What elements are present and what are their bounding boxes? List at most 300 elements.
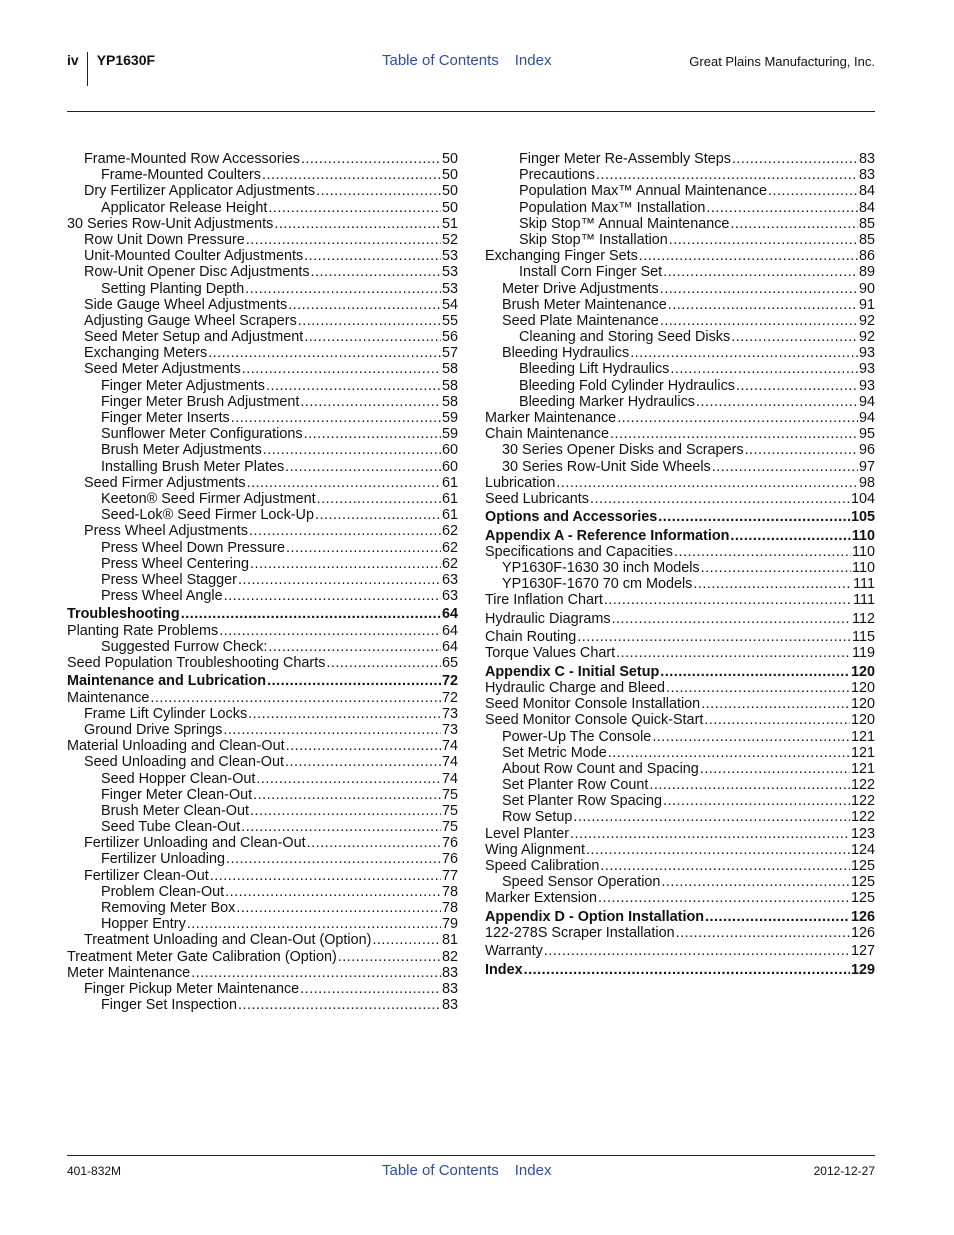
toc-entry[interactable] [67, 459, 458, 475]
toc-entry-title: Seed Monitor Console Installation [485, 696, 701, 713]
dot-leader [660, 664, 850, 680]
dot-leader [596, 167, 858, 183]
toc-entry[interactable] [485, 645, 875, 661]
toc-entry-page: 110 [852, 560, 875, 577]
toc-entry[interactable] [67, 916, 458, 932]
toc-entry-title: Install Corn Finger Set [519, 264, 663, 281]
dot-leader [249, 523, 441, 539]
toc-entry-title: Brush Meter Adjustments [101, 442, 262, 459]
toc-entry-page: 91 [858, 296, 875, 313]
dot-leader [250, 803, 441, 819]
toc-entry-title: Dry Fertilizer Applicator Adjustments [84, 183, 316, 200]
toc-entry-title: Treatment Meter Gate Calibration (Option) [67, 948, 337, 965]
toc-entry-page: 97 [858, 458, 875, 475]
toc-entry[interactable] [485, 345, 875, 361]
dot-leader [573, 809, 850, 825]
dot-leader [598, 890, 850, 906]
toc-entry[interactable] [67, 232, 458, 248]
toc-entry[interactable] [485, 629, 875, 645]
toc-entry[interactable] [485, 809, 875, 825]
dot-leader [338, 949, 441, 965]
toc-entry[interactable] [485, 183, 875, 199]
toc-entry-title: Exchanging Finger Sets [485, 248, 638, 265]
toc-entry[interactable] [485, 313, 875, 329]
toc-entry[interactable] [485, 528, 875, 544]
dot-leader [663, 793, 850, 809]
toc-entry[interactable] [67, 475, 458, 491]
toc-entry-title: Appendix A - Reference Information [485, 527, 730, 544]
toc-entry-title: YP1630F-1670 70 cm Models [502, 576, 693, 593]
toc-entry-page: 58 [441, 393, 458, 410]
dot-leader [250, 556, 441, 572]
toc-entry-title: Frame-Mounted Row Accessories [84, 151, 300, 167]
dot-leader [266, 378, 441, 394]
dot-leader [316, 183, 441, 199]
toc-entry[interactable] [67, 868, 458, 884]
dot-leader [608, 745, 850, 761]
toc-entry[interactable] [485, 264, 875, 280]
dot-leader [150, 690, 441, 706]
toc-entry-page: 93 [858, 361, 875, 378]
toc-entry[interactable] [67, 200, 458, 216]
toc-entry[interactable] [485, 151, 875, 167]
toc-entry[interactable] [67, 787, 458, 803]
dot-leader [286, 540, 441, 556]
toc-entry[interactable] [67, 297, 458, 313]
toc-entry-title: Seed Plate Maintenance [502, 312, 659, 329]
toc-entry-title: 122-278S Scraper Installation [485, 924, 675, 941]
dot-leader [262, 167, 441, 183]
toc-entry[interactable] [485, 200, 875, 216]
toc-entry-title: Power-Up The Console [502, 728, 652, 745]
toc-entry-page: 64 [441, 606, 458, 623]
toc-entry[interactable] [67, 884, 458, 900]
toc-entry-title: Hopper Entry [101, 916, 186, 933]
toc-entry-page: 85 [858, 231, 875, 248]
dot-leader [736, 378, 858, 394]
toc-entry[interactable] [67, 754, 458, 770]
toc-entry-page: 83 [858, 167, 875, 184]
toc-entry-title: Material Unloading and Clean-Out [67, 738, 285, 755]
toc-entry-page: 98 [858, 474, 875, 491]
toc-entry[interactable] [485, 793, 875, 809]
toc-entry-title: Installing Brush Meter Plates [101, 458, 285, 475]
toc-entry-page: 57 [441, 345, 458, 362]
toc-entry-title: Finger Pickup Meter Maintenance [84, 980, 300, 997]
toc-entry[interactable] [67, 851, 458, 867]
toc-entry[interactable] [67, 900, 458, 916]
toc-entry[interactable] [485, 696, 875, 712]
toc-entry-title: Finger Set Inspection [101, 997, 237, 1014]
toc-entry[interactable] [485, 216, 875, 232]
toc-entry[interactable] [485, 544, 875, 560]
toc-entry[interactable] [67, 442, 458, 458]
toc-entry-page: 60 [441, 442, 458, 459]
dot-leader [676, 925, 850, 941]
toc-entry-title: Suggested Furrow Check: [101, 638, 268, 655]
index-link[interactable]: Index [514, 1162, 552, 1179]
toc-entry[interactable] [485, 475, 875, 491]
dot-leader [669, 232, 858, 248]
toc-entry[interactable] [67, 722, 458, 738]
toc-entry[interactable] [67, 623, 458, 639]
dot-leader [304, 426, 441, 442]
toc-entry-page: 55 [441, 312, 458, 329]
toc-entry[interactable] [485, 842, 875, 858]
toc-entry[interactable] [485, 509, 875, 525]
toc-entry[interactable] [485, 281, 875, 297]
toc-entry[interactable] [67, 507, 458, 523]
dot-leader [639, 248, 858, 264]
toc-entry[interactable] [485, 890, 875, 906]
dot-leader [590, 491, 850, 507]
toc-entry[interactable] [485, 410, 875, 426]
dot-leader [301, 151, 441, 167]
toc-entry[interactable] [67, 248, 458, 264]
toc-entry-page: 126 [850, 924, 875, 941]
dot-leader [219, 623, 441, 639]
toc-entry[interactable] [67, 706, 458, 722]
dot-leader [704, 712, 850, 728]
toc-entry-title: Seed Firmer Adjustments [84, 474, 246, 491]
toc-entry[interactable] [485, 329, 875, 345]
toc-entry[interactable] [485, 378, 875, 394]
toc-entry[interactable] [485, 232, 875, 248]
toc-entry-page: 94 [858, 393, 875, 410]
toc-entry-page: 122 [850, 793, 875, 810]
toc-entry[interactable] [67, 655, 458, 671]
toc-entry-title: Seed Hopper Clean-Out [101, 770, 256, 787]
toc-entry-title: Marker Extension [485, 890, 597, 907]
dot-leader [730, 528, 850, 544]
toc-entry-page: 54 [441, 296, 458, 313]
toc-entry[interactable] [67, 329, 458, 345]
toc-entry-page: 58 [441, 361, 458, 378]
dot-leader [630, 345, 858, 361]
dot-leader [304, 329, 441, 345]
toc-entry[interactable] [485, 576, 875, 592]
toc-entry-title: Meter Drive Adjustments [502, 280, 659, 297]
company-name: Great Plains Manufacturing, Inc. [689, 54, 875, 69]
toc-entry[interactable] [67, 690, 458, 706]
toc-entry-page: 95 [858, 426, 875, 443]
toc-entry-page: 121 [850, 760, 875, 777]
toc-entry[interactable] [67, 394, 458, 410]
toc-entry[interactable] [67, 965, 458, 981]
dot-leader [256, 771, 441, 787]
toc-entry[interactable] [67, 556, 458, 572]
toc-entry-page: 53 [441, 280, 458, 297]
dot-leader [577, 629, 851, 645]
toc-entry-page: 96 [858, 442, 875, 459]
dot-leader [315, 507, 441, 523]
toc-entry-title: Press Wheel Angle [101, 588, 223, 605]
toc-entry-page: 120 [850, 679, 875, 696]
toc-entry-title: Seed-Lok® Seed Firmer Lock-Up [101, 507, 314, 524]
toc-entry[interactable] [67, 410, 458, 426]
toc-entry-title: Applicator Release Height [101, 199, 268, 216]
toc-entry-page: 50 [441, 199, 458, 216]
toc-entry[interactable] [485, 361, 875, 377]
document-date: 2012-12-27 [813, 1164, 875, 1178]
dot-leader [245, 281, 441, 297]
dot-leader [300, 394, 441, 410]
toc-entry-title: Chain Routing [485, 629, 577, 646]
toc-entry[interactable] [485, 394, 875, 410]
dot-leader [263, 442, 441, 458]
toc-entry-page: 50 [441, 167, 458, 184]
toc-entry-page: 84 [858, 199, 875, 216]
dot-leader [732, 151, 858, 167]
toc-entry-title: Sunflower Meter Configurations [101, 426, 303, 443]
toc-entry[interactable] [67, 932, 458, 948]
toc-entry[interactable] [485, 777, 875, 793]
toc-entry[interactable] [67, 313, 458, 329]
dot-leader [288, 297, 441, 313]
toc-entry[interactable] [485, 874, 875, 890]
dot-leader [700, 761, 850, 777]
toc-entry[interactable] [67, 523, 458, 539]
dot-leader [191, 965, 441, 981]
dot-leader [223, 722, 441, 738]
dot-leader [570, 826, 850, 842]
dot-leader [300, 981, 441, 997]
toc-entry-title: Bleeding Fold Cylinder Hydraulics [519, 377, 735, 394]
toc-entry[interactable] [67, 540, 458, 556]
toc-entry[interactable] [485, 560, 875, 576]
dot-leader [298, 313, 441, 329]
toc-entry-page: 79 [441, 916, 458, 933]
toc-entry-title: Seed Meter Adjustments [84, 361, 241, 378]
toc-entry-title: Finger Meter Clean-Out [101, 786, 253, 803]
toc-entry-page: 121 [850, 728, 875, 745]
toc-entry-title: Population Max™ Annual Maintenance [519, 183, 767, 200]
dot-leader [586, 842, 850, 858]
toc-entry-title: Press Wheel Adjustments [84, 523, 248, 540]
dot-leader [705, 909, 850, 925]
toc-entry[interactable] [67, 572, 458, 588]
toc-entry[interactable] [67, 491, 458, 507]
dot-leader [730, 216, 858, 232]
toc-entry-title: Press Wheel Down Pressure [101, 539, 285, 556]
toc-entry-page: 120 [850, 696, 875, 713]
dot-leader [658, 509, 850, 525]
toc-entry-title: Ground Drive Springs [84, 721, 223, 738]
toc-entry[interactable] [485, 664, 875, 680]
toc-entry[interactable] [485, 248, 875, 264]
toc-entry[interactable] [485, 491, 875, 507]
footer-rule [67, 1155, 875, 1156]
toc-entry-page: 72 [441, 673, 458, 690]
toc-entry-page: 89 [858, 264, 875, 281]
toc-entry-page: 52 [441, 231, 458, 248]
toc-entry[interactable] [485, 426, 875, 442]
toc-entry[interactable] [67, 639, 458, 655]
toc-entry-page: 85 [858, 215, 875, 232]
toc-entry-page: 112 [852, 610, 875, 627]
dot-leader [544, 943, 850, 959]
toc-entry[interactable] [485, 442, 875, 458]
toc-entry-title: Fertilizer Unloading and Clean-Out [84, 835, 306, 852]
toc-entry[interactable] [67, 771, 458, 787]
dot-leader [253, 787, 441, 803]
toc-entry-page: 92 [858, 329, 875, 346]
toc-entry-page: 76 [441, 851, 458, 868]
dot-leader [706, 200, 858, 216]
toc-entry-page: 78 [441, 883, 458, 900]
toc-entry[interactable] [67, 183, 458, 199]
header-nav [382, 52, 551, 69]
dot-leader [311, 264, 441, 280]
toc-entry[interactable] [485, 592, 875, 608]
toc-entry-page: 63 [441, 588, 458, 605]
toc-entry-page: 75 [441, 819, 458, 836]
toc-entry[interactable] [67, 151, 458, 167]
toc-entry-page: 75 [441, 786, 458, 803]
toc-entry-title: Row Unit Down Pressure [84, 231, 245, 248]
toc-link[interactable]: Table of Contents [382, 1162, 499, 1179]
dot-leader [241, 819, 441, 835]
toc-entry[interactable] [485, 761, 875, 777]
toc-entry-title: 30 Series Opener Disks and Scrapers [502, 442, 744, 459]
toc-entry-title: Finger Meter Inserts [101, 410, 230, 426]
toc-entry-title: 30 Series Row-Unit Side Wheels [502, 458, 711, 475]
toc-entry[interactable] [485, 909, 875, 925]
dot-leader [224, 588, 441, 604]
toc-entry-title: Precautions [519, 167, 595, 184]
toc-entry-title: Specifications and Capacities [485, 543, 673, 560]
toc-entry-page: 124 [850, 841, 875, 858]
toc-entry[interactable] [67, 835, 458, 851]
toc-entry[interactable] [485, 745, 875, 761]
toc-link[interactable]: Table of Contents [382, 52, 499, 69]
dot-leader [285, 459, 441, 475]
dot-leader [660, 313, 858, 329]
toc-entry-title: Options and Accessories [485, 509, 658, 526]
toc-entry-title: Seed Tube Clean-Out [101, 819, 241, 836]
toc-entry[interactable] [485, 297, 875, 313]
toc-entry[interactable] [67, 345, 458, 361]
toc-entry-page: 58 [441, 377, 458, 394]
dot-leader [649, 777, 850, 793]
toc-entry[interactable] [67, 264, 458, 280]
toc-entry-page: 129 [850, 961, 875, 978]
toc-entry[interactable] [67, 361, 458, 377]
toc-entry-title: Adjusting Gauge Wheel Scrapers [84, 312, 297, 329]
toc-entry[interactable] [485, 167, 875, 183]
toc-entry[interactable] [485, 712, 875, 728]
dot-leader [661, 874, 850, 890]
toc-entry-title: Set Planter Row Spacing [502, 793, 662, 810]
index-link[interactable]: Index [514, 52, 552, 69]
toc-entry[interactable] [67, 426, 458, 442]
toc-entry-page: 122 [850, 809, 875, 826]
toc-entry-title: Side Gauge Wheel Adjustments [84, 296, 288, 313]
toc-entry-title: Finger Meter Adjustments [101, 377, 265, 394]
dot-leader [666, 680, 850, 696]
toc-entry-title: Chain Maintenance [485, 426, 609, 443]
toc-column-right [485, 151, 875, 978]
toc-entry-page: 123 [850, 825, 875, 842]
toc-entry-title: Row Setup [502, 809, 573, 826]
toc-entry[interactable] [67, 949, 458, 965]
toc-entry[interactable] [67, 819, 458, 835]
toc-entry[interactable] [485, 925, 875, 941]
toc-entry-title: YP1630F-1630 30 inch Models [502, 560, 700, 577]
toc-entry-title: Seed Monitor Console Quick-Start [485, 712, 704, 729]
toc-entry-page: 105 [850, 509, 875, 526]
toc-entry[interactable] [67, 216, 458, 232]
dot-leader [246, 232, 441, 248]
toc-entry-title: Setting Planting Depth [101, 280, 245, 297]
toc-entry[interactable] [67, 378, 458, 394]
toc-entry[interactable] [67, 997, 458, 1013]
toc-entry-page: 51 [441, 215, 458, 232]
toc-entry[interactable] [67, 673, 458, 689]
toc-entry-title: Meter Maintenance [67, 964, 191, 981]
toc-entry[interactable] [485, 680, 875, 696]
toc-entry-page: 61 [441, 490, 458, 507]
toc-entry[interactable] [67, 981, 458, 997]
toc-entry-page: 122 [850, 777, 875, 794]
toc-entry-title: Marker Maintenance [485, 410, 617, 426]
toc-entry[interactable] [67, 167, 458, 183]
toc-entry[interactable] [485, 858, 875, 874]
toc-entry[interactable] [485, 729, 875, 745]
toc-entry-page: 84 [858, 183, 875, 200]
toc-entry[interactable] [485, 943, 875, 959]
toc-entry[interactable] [485, 962, 875, 978]
toc-entry-title: Cleaning and Storing Seed Disks [519, 329, 731, 346]
dot-leader [524, 962, 850, 978]
toc-entry[interactable] [67, 606, 458, 622]
toc-entry-title: Wing Alignment [485, 841, 585, 858]
toc-entry-page: 74 [441, 738, 458, 755]
toc-entry-page: 59 [441, 426, 458, 443]
toc-entry-page: 125 [850, 858, 875, 874]
dot-leader [556, 475, 858, 491]
toc-entry[interactable] [67, 588, 458, 604]
toc-entry[interactable] [485, 826, 875, 842]
toc-entry-title: Set Metric Mode [502, 744, 607, 761]
page-number: iv [67, 52, 79, 68]
toc-entry[interactable] [67, 738, 458, 754]
toc-entry-page: 74 [441, 770, 458, 787]
dot-leader [652, 729, 850, 745]
toc-entry-page: 53 [441, 248, 458, 265]
toc-entry-title: Appendix C - Initial Setup [485, 663, 660, 680]
toc-entry-page: 62 [441, 539, 458, 556]
toc-entry-page: 65 [441, 655, 458, 671]
toc-entry-title: Index [485, 961, 523, 978]
toc-entry[interactable] [67, 803, 458, 819]
toc-entry[interactable] [485, 611, 875, 627]
toc-entry-page: 119 [852, 645, 875, 662]
model-name: YP1630F [96, 52, 156, 68]
toc-entry-title: Exchanging Meters [84, 345, 208, 362]
toc-entry-page: 83 [441, 980, 458, 997]
dot-leader [610, 426, 858, 442]
toc-entry-title: Level Planter [485, 825, 569, 842]
toc-entry[interactable] [485, 459, 875, 475]
toc-entry-page: 111 [853, 592, 875, 609]
dot-leader [745, 442, 858, 458]
toc-entry-page: 53 [441, 264, 458, 281]
toc-entry[interactable] [67, 281, 458, 297]
toc-entry-page: 73 [441, 721, 458, 738]
toc-entry-page: 92 [858, 312, 875, 329]
toc-entry-page: 126 [850, 908, 875, 925]
